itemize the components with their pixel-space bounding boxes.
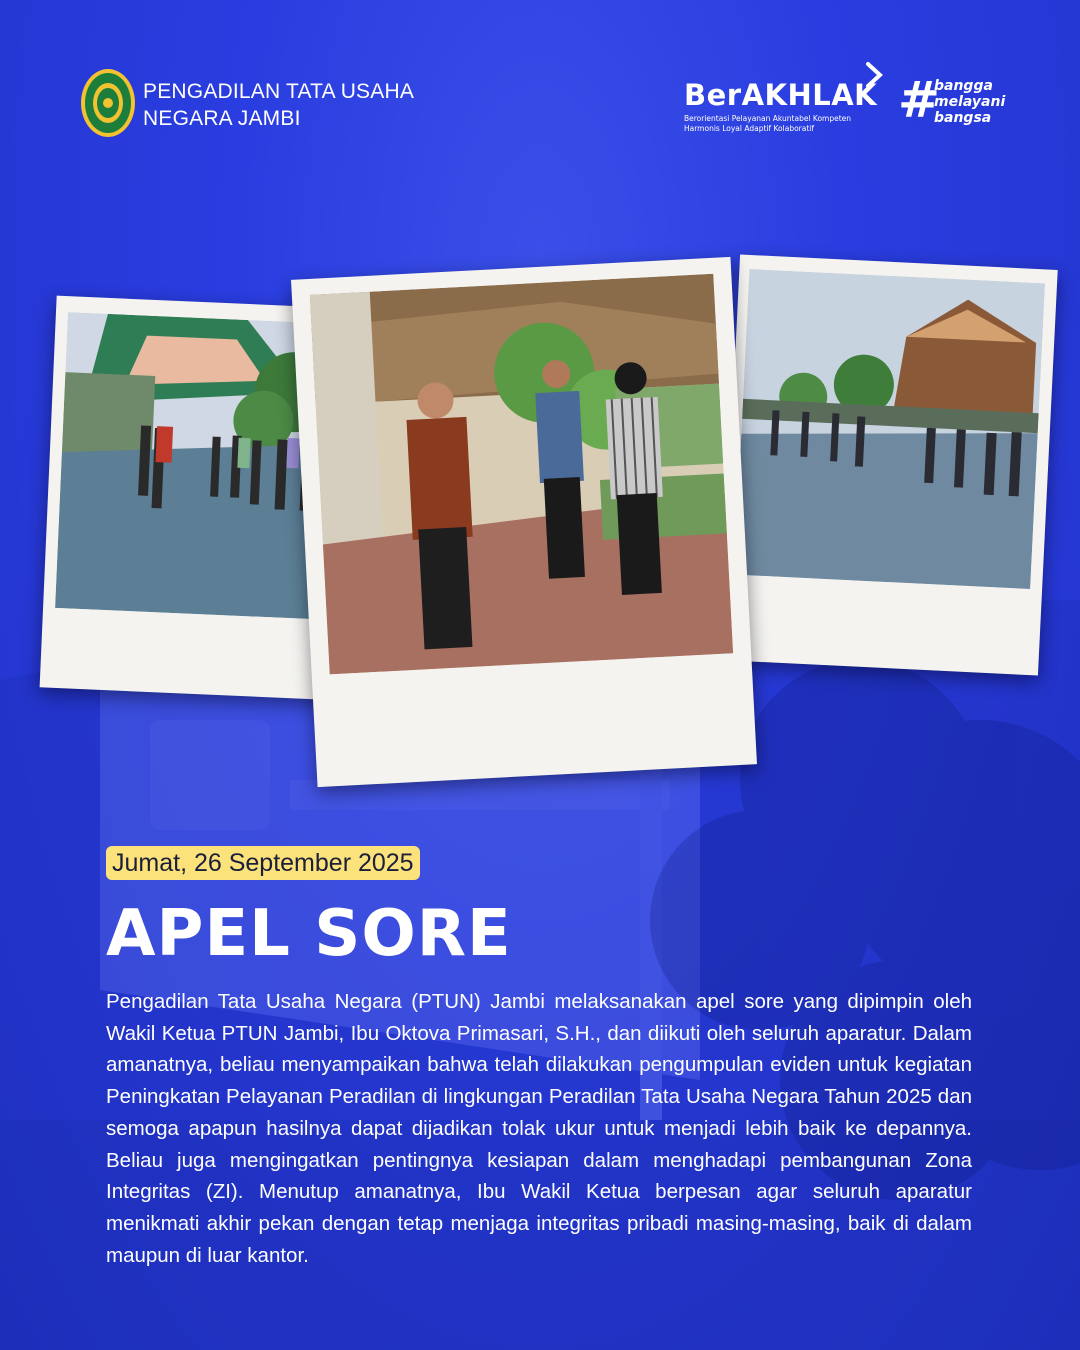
hashtag-line3: bangsa <box>934 110 992 126</box>
berakhlak-tagline <box>684 114 851 134</box>
polaroid-photo-center <box>291 257 757 787</box>
organization-name <box>143 78 414 132</box>
photo-apel-leaders <box>310 274 733 675</box>
bangga-melayani-bangsa-logo <box>898 71 1038 132</box>
hashtag-words <box>934 78 1005 126</box>
berakhlak-logo <box>684 74 884 144</box>
organization-name-line2: NEGARA JAMBI <box>143 107 301 130</box>
court-seal-logo <box>80 68 136 138</box>
date-badge: Jumat, 26 September 2025 <box>106 846 420 880</box>
polaroid-photo-right <box>720 254 1057 675</box>
organization-name-line1: PENGADILAN TATA USAHA <box>143 80 415 103</box>
hashtag-line2: melayani <box>934 94 1006 110</box>
berakhlak-tagline-line2: Harmonis Loyal Adaptif Kolaboratif <box>684 124 815 133</box>
chevron-right-icon <box>864 60 886 90</box>
hashtag-line1: bangga <box>934 78 993 94</box>
berakhlak-wordmark: BerAKHLAK <box>684 78 878 112</box>
article-body: Pengadilan Tata Usaha Negara (PTUN) Jambi melaksanakan apel sore yang dipimpin oleh Wakil Ketua PTUN Jambi, Ibu Oktova Primasari, S.H., dan diikuti oleh seluruh aparatur. Dalam amanatnya, beliau menyampaikan bahwa telah dilakukan pengumpulan eviden untuk kegiatan Peningkatan Pelayanan Peradilan di lingkungan Peradilan Tata Usaha Negara Tahun 2025 dan semoga apapun hasilnya dapat dijadikan tolak ukur untuk menjadi lebih baik ke depannya. Beliau juga mengingatkan pentingnya kesiapan dalam menghadapi pembangunan Zona Integritas (ZI). Menutup amanatnya, Ibu Wakil Ketua berpesan agar seluruh aparatur menikmati akhir pekan dengan tetap menjaga integritas pribadi masing-masing, baik di dalam maupun di luar kantor. <box>106 990 972 1267</box>
photo-apel-wide <box>734 269 1045 589</box>
berakhlak-tagline-line1: Berorientasi Pelayanan Akuntabel Kompeten <box>684 114 852 123</box>
hashtag-icon: # <box>898 71 940 129</box>
page-title: APEL SORE <box>106 897 512 971</box>
